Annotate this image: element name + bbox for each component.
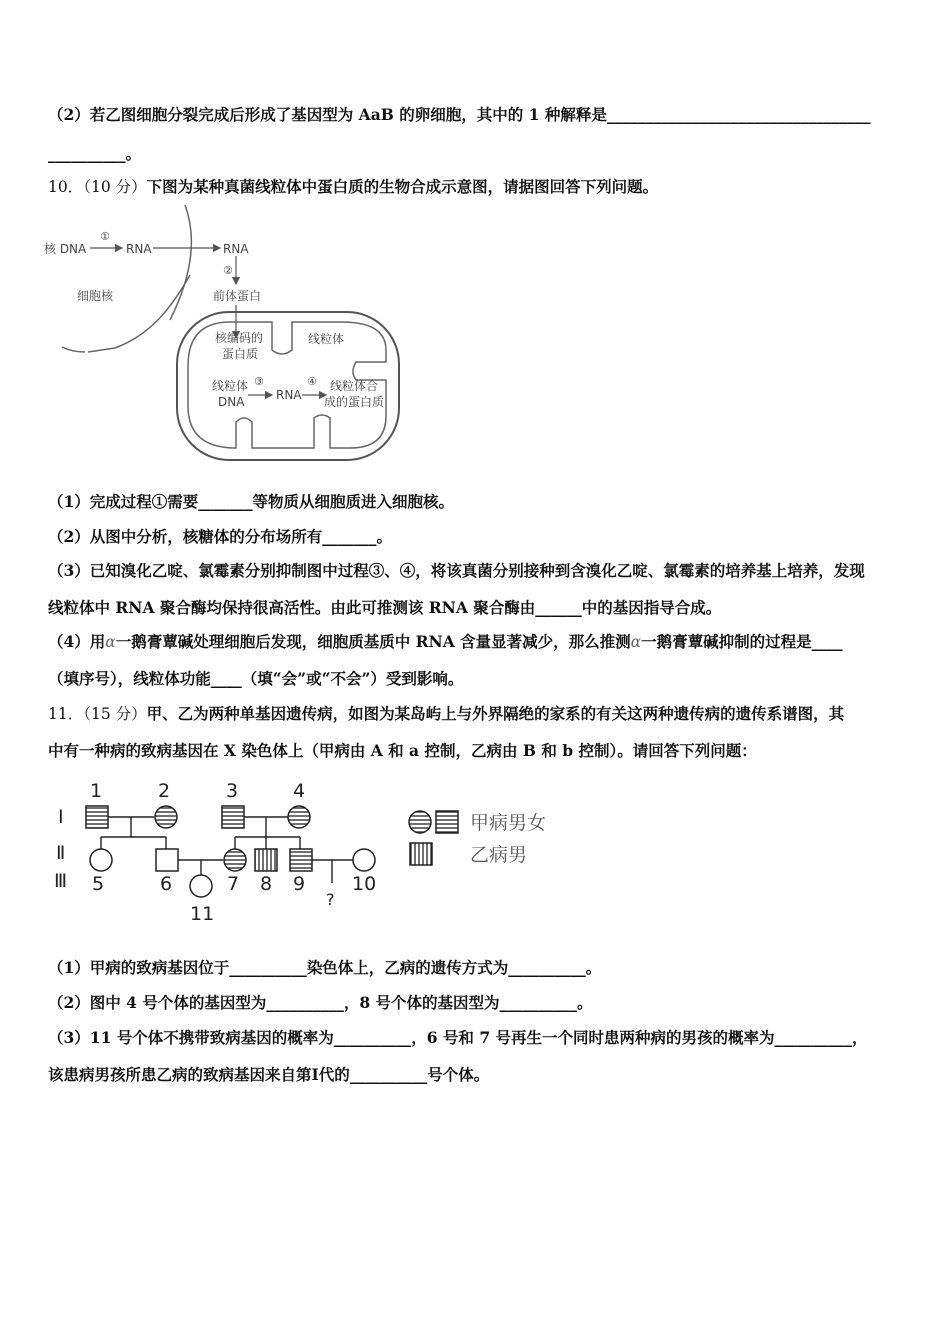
step-3-label: ③: [254, 375, 264, 388]
individual-6-normal-male: [156, 849, 178, 871]
individual-7-number: 7: [227, 873, 240, 895]
nuclear-envelope-lower: [88, 275, 190, 352]
individual-2-affected-female: [155, 806, 177, 828]
q10-mitochondria-diagram: [40, 200, 420, 470]
q10-number: 10．（10 分）: [48, 178, 147, 196]
mt-protein-label-1: 线粒体合: [330, 379, 379, 393]
nuclear-encoded-protein-label-2: 蛋白质: [222, 347, 259, 361]
individual-9-affected-male: [290, 849, 312, 871]
generation-3-label: Ⅲ: [54, 870, 68, 892]
q10-part4-line1: （4）用α一鹅膏蕈碱处理细胞后发现，细胞质基质中 RNA 含量显著减少，那么推测α一鹅膏蕈碱抑制的过程是____: [48, 632, 843, 651]
q9-part2-line1: （2）若乙图细胞分裂完成后形成了基因型为 AaB 的卵细胞，其中的 1 种解释是__________________________________: [48, 105, 871, 124]
nuclear-dna-label: 核 DNA: [44, 242, 87, 256]
q11-part2: （2）图中 4 号个体的基因型为__________，8 号个体的基因型为__________。: [48, 993, 593, 1012]
alpha-symbol: α: [105, 633, 116, 651]
q11-stem-line2: 中有一种病的致病基因在 X 染色体上（甲病由 A 和 a 控制，乙病由 B 和 b 控制）。请回答下列问题：: [48, 741, 757, 760]
individual-8-number: 8: [260, 873, 273, 895]
legend-disease-a-label: 甲病男女: [470, 812, 547, 834]
alpha-symbol: α: [630, 633, 642, 651]
individual-3-affected-male: [222, 806, 244, 828]
q9-part2-line2: __________。: [48, 144, 142, 163]
q11-part3-line2: 该患病男孩所患乙病的致病基因来自第Ⅰ代的__________号个体。: [48, 1065, 490, 1084]
individual-9-number: 9: [293, 873, 306, 895]
generation-1-label: Ⅰ: [58, 806, 64, 828]
legend-disease-a-female-icon: [409, 811, 431, 833]
individual-10-normal-female: [353, 849, 375, 871]
individual-11-normal-female: [190, 875, 212, 897]
step-4-label: ④: [307, 375, 317, 388]
nuclear-encoded-protein-label-1: 核编码的: [215, 331, 264, 345]
q10-part1: （1）完成过程①需要_______等物质从细胞质进入细胞核。: [48, 492, 455, 511]
nucleus-label: 细胞核: [77, 289, 114, 303]
precursor-protein-label: 前体蛋白: [213, 289, 262, 303]
legend-disease-b-male-icon: [410, 843, 432, 865]
mt-dna-label-1: 线粒体: [212, 379, 249, 393]
legend-disease-b-label: 乙病男: [470, 844, 528, 866]
q10-stem: [48, 175, 658, 197]
q10-stem-text: 下图为某种真菌线粒体中蛋白质的生物合成示意图，请据图回答下列问题。: [146, 177, 659, 196]
q11-part1: （1）甲病的致病基因位于__________染色体上，乙病的遗传方式为__________。: [48, 958, 602, 977]
individual-2-number: 2: [158, 780, 171, 802]
q11-number: 11．（15 分）: [48, 705, 147, 723]
step-2-label: ②: [223, 264, 233, 277]
mt-dna-label-2: DNA: [218, 395, 245, 409]
unknown-offspring-mark: ?: [326, 890, 335, 909]
individual-4-affected-female: [288, 806, 310, 828]
q10-part2: （2）从图中分析，核糖体的分布场所有_______。: [48, 527, 393, 546]
q11-part3-line1: （3）11 号个体不携带致病基因的概率为__________，6 号和 7 号再生一个同时患两种病的男孩的概率为__________，: [48, 1028, 868, 1047]
mt-protein-label-2: 成的蛋白质: [324, 395, 385, 409]
rna-label-1: RNA: [126, 242, 152, 256]
q11-stem-line1: 11．（15 分）甲、乙为两种单基因遗传病，如图为某岛屿上与外界隔绝的家系的有关这两种遗传病的遗传系谱图，其: [48, 704, 845, 723]
individual-8-disease-b-male: [255, 849, 277, 871]
step-1-label: ①: [100, 230, 110, 243]
legend-disease-a-male-icon: [436, 811, 458, 833]
individual-7-affected-female: [224, 849, 246, 871]
q10-part3-line1: （3）已知溴化乙啶、氯霉素分别抑制图中过程③、④，将该真菌分别接种到含溴化乙啶、氯霉素的培养基上培养，发现: [48, 561, 865, 580]
generation-2-label: Ⅱ: [56, 842, 66, 864]
individual-5-number: 5: [92, 873, 105, 895]
individual-1-affected-male: [86, 806, 108, 828]
q10-part4-line2: （填序号），线粒体功能____（填“会”或“不会”）受到影响。: [48, 669, 464, 688]
individual-1-number: 1: [90, 780, 103, 802]
individual-4-number: 4: [293, 780, 306, 802]
rna-label-2: RNA: [223, 242, 249, 256]
individual-10-number: 10: [352, 873, 377, 895]
nuclear-envelope-upper: [170, 205, 191, 320]
q10-part3-line2: 线粒体中 RNA 聚合酶均保持很高活性。由此可推测该 RNA 聚合酶由______中的基因指导合成。: [48, 598, 722, 617]
individual-6-number: 6: [160, 873, 173, 895]
individual-11-number: 11: [190, 903, 215, 925]
individual-5-normal-female: [90, 849, 112, 871]
q11-pedigree-chart: [50, 775, 580, 925]
rna-label-3: RNA: [276, 388, 302, 402]
individual-3-number: 3: [226, 780, 239, 802]
mitochondrion-label: 线粒体: [308, 332, 345, 346]
